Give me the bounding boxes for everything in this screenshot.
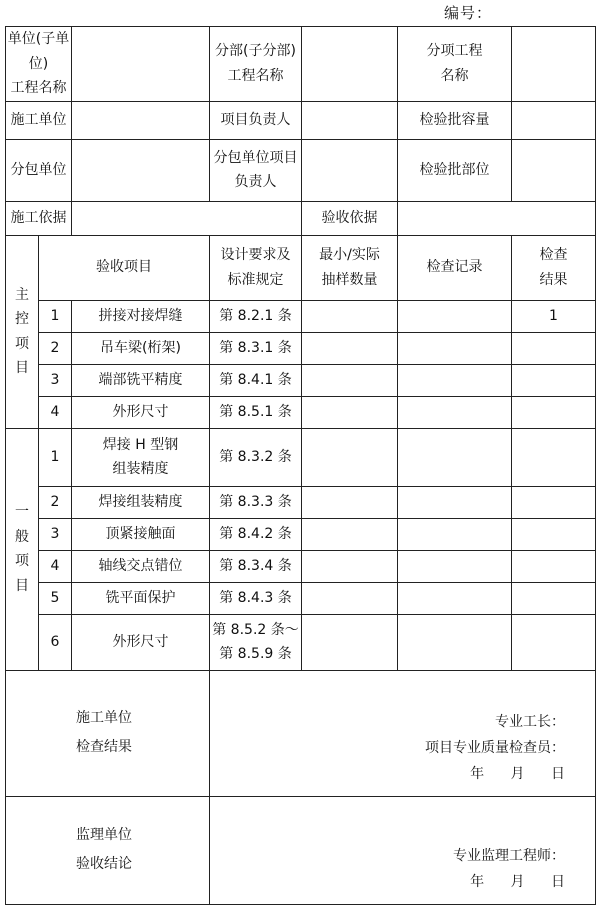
item-number: 4 (39, 550, 72, 582)
table-row (6, 582, 596, 614)
supervision-signature-lines (448, 844, 565, 896)
result-line1: 检查 (539, 247, 568, 263)
construction-basis-value[interactable] (72, 201, 302, 235)
table-row (6, 396, 596, 428)
item-name: 吊车梁(桁架) (72, 332, 210, 364)
item-name: 轴线交点错位 (72, 550, 210, 582)
subcontract-manager-label (210, 139, 302, 201)
general-group-label (6, 428, 39, 670)
batch-location-value[interactable] (512, 139, 596, 201)
item-name: 外形尺寸 (72, 396, 210, 428)
item-clause: 第 8.3.3 条 (210, 486, 302, 518)
sample-cell[interactable] (302, 396, 398, 428)
year-label: 年 (470, 873, 485, 890)
table-row (6, 428, 596, 486)
main-group-char-3: 项 (15, 335, 29, 352)
item-clause-line1: 第 8.5.2 条～ (212, 621, 299, 638)
subitem-name-label (398, 27, 512, 102)
design-req-line2: 标准规定 (227, 271, 284, 288)
item-label-line1: 分项工程 (426, 43, 483, 60)
item-number: 1 (39, 428, 72, 486)
item-number: 5 (39, 582, 72, 614)
design-req-line1: 设计要求及 (220, 247, 291, 263)
sample-cell[interactable] (302, 332, 398, 364)
construction-unit-label: 施工单位 (6, 101, 72, 139)
sample-cell[interactable] (302, 486, 398, 518)
general-group-char-1: 一 (15, 504, 29, 520)
unit-label-line1: 单位(子单位) (7, 31, 70, 72)
sample-quantity-header (302, 235, 398, 300)
batch-capacity-value[interactable] (512, 101, 596, 139)
batch-location-label: 检验批部位 (398, 139, 512, 201)
subcontract-manager-value[interactable] (302, 139, 398, 201)
item-name: 拼接对接焊缝 (72, 300, 210, 332)
supervision-line2: 验收结论 (76, 856, 132, 872)
year-label: 年 (470, 765, 485, 782)
supervision-date-row (448, 870, 565, 896)
sample-cell[interactable] (302, 428, 398, 486)
item-name: 顶紧接触面 (72, 518, 210, 550)
form-number-label: 编号： (444, 4, 493, 22)
supervision-line1: 监理单位 (76, 826, 132, 843)
columns-header-row (6, 235, 596, 300)
subitem-name-value[interactable] (512, 27, 596, 102)
item-name: 端部铣平精度 (72, 364, 210, 396)
subcontract-unit-label: 分包单位 (6, 139, 72, 201)
item-name-line1: 焊接 H 型钢 (102, 436, 179, 453)
item-number: 2 (39, 486, 72, 518)
general-group-char-2: 般 (15, 528, 29, 545)
subcontract-manager-line2: 负责人 (234, 174, 277, 190)
item-clause: 第 8.2.1 条 (210, 300, 302, 332)
day-label: 日 (551, 873, 565, 890)
construction-check-line2: 检查结果 (76, 739, 132, 755)
result-cell[interactable] (512, 364, 596, 396)
item-name: 外形尺寸 (72, 614, 210, 670)
subdivision-name-label (210, 27, 302, 102)
sample-cell[interactable] (302, 518, 398, 550)
table-row (6, 518, 596, 550)
general-group-char-3: 项 (15, 553, 29, 569)
supervision-signature-area[interactable] (210, 796, 596, 904)
item-clause: 第 8.3.1 条 (210, 332, 302, 364)
unit-name-value[interactable] (72, 27, 210, 102)
day-label: 日 (551, 765, 565, 782)
main-control-group-label (6, 235, 39, 428)
item-clause: 第 8.3.2 条 (210, 428, 302, 486)
acceptance-basis-label: 验收依据 (302, 201, 398, 235)
record-cell[interactable] (398, 582, 512, 614)
result-cell[interactable] (512, 396, 596, 428)
sample-cell[interactable] (302, 300, 398, 332)
project-manager-value[interactable] (302, 101, 398, 139)
month-label: 月 (510, 873, 525, 890)
record-cell[interactable] (398, 300, 512, 332)
record-cell[interactable] (398, 614, 512, 670)
item-clause: 第 8.4.3 条 (210, 582, 302, 614)
subcontract-unit-value[interactable] (72, 139, 210, 201)
record-cell[interactable] (398, 428, 512, 486)
item-name: 铣平面保护 (72, 582, 210, 614)
table-row (6, 550, 596, 582)
batch-capacity-label: 检验批容量 (398, 101, 512, 139)
item-name-line2: 组装精度 (112, 461, 169, 477)
construction-date-row (448, 762, 565, 788)
record-cell[interactable] (398, 550, 512, 582)
table-row (6, 332, 596, 364)
item-number: 3 (39, 518, 72, 550)
check-record-header: 检查记录 (398, 235, 512, 300)
table-row (6, 300, 596, 332)
sample-line2: 抽样数量 (321, 271, 378, 288)
record-cell[interactable] (398, 332, 512, 364)
unit-label-line2: 工程名称 (10, 80, 67, 96)
inspection-form-table (5, 26, 596, 905)
record-cell[interactable] (398, 396, 512, 428)
result-cell[interactable] (512, 614, 596, 670)
sample-line1: 最小/实际 (319, 247, 380, 263)
result-cell[interactable] (512, 332, 596, 364)
subcontract-manager-line1: 分包单位项目 (213, 149, 298, 166)
record-cell[interactable] (398, 518, 512, 550)
sample-cell[interactable] (302, 364, 398, 396)
result-cell[interactable]: 1 (512, 300, 596, 332)
construction-check-signature-area[interactable] (210, 670, 596, 796)
foreman-label: 专业工长： (495, 713, 565, 730)
item-number: 6 (39, 614, 72, 670)
item-name (72, 428, 210, 486)
sample-cell[interactable] (302, 614, 398, 670)
item-clause-line2: 第 8.5.9 条 (219, 646, 292, 662)
main-group-char-1: 主 (15, 286, 29, 303)
item-number: 1 (39, 300, 72, 332)
table-row (6, 614, 596, 670)
supervision-label (6, 796, 210, 904)
sample-cell[interactable] (302, 550, 398, 582)
item-number: 2 (39, 332, 72, 364)
item-clause: 第 8.4.2 条 (210, 518, 302, 550)
supervision-row (6, 796, 596, 904)
result-cell[interactable] (512, 428, 596, 486)
item-clause: 第 8.5.1 条 (210, 396, 302, 428)
main-group-char-4: 目 (15, 360, 29, 376)
quality-inspector-label: 项目专业质量检查员： (425, 739, 565, 756)
project-manager-label: 项目负责人 (210, 101, 302, 139)
check-result-header (512, 235, 596, 300)
table-row (6, 364, 596, 396)
construction-check-line1: 施工单位 (76, 709, 132, 726)
general-group-char-4: 目 (15, 577, 29, 594)
result-cell[interactable] (512, 582, 596, 614)
design-requirement-header (210, 235, 302, 300)
item-number: 4 (39, 396, 72, 428)
construction-check-row (6, 670, 596, 796)
item-clause: 第 8.4.1 条 (210, 364, 302, 396)
construction-check-label (6, 670, 210, 796)
main-group-char-2: 控 (15, 311, 29, 327)
sample-cell[interactable] (302, 582, 398, 614)
header-row-3 (6, 139, 596, 201)
item-label-line2: 名称 (440, 67, 469, 84)
item-name: 焊接组装精度 (72, 486, 210, 518)
unit-name-label (6, 27, 72, 102)
result-cell[interactable] (512, 518, 596, 550)
construction-basis-label: 施工依据 (6, 201, 72, 235)
header-row-1 (6, 27, 596, 102)
record-cell[interactable] (398, 486, 512, 518)
acceptance-basis-value[interactable] (398, 201, 596, 235)
sub-label-line2: 工程名称 (227, 67, 284, 84)
result-cell[interactable] (512, 550, 596, 582)
result-line2: 结果 (539, 271, 568, 288)
construction-unit-value[interactable] (72, 101, 210, 139)
acceptance-item-header: 验收项目 (39, 235, 210, 300)
month-label: 月 (510, 765, 525, 782)
header-row-4 (6, 201, 596, 235)
construction-signature-lines (425, 710, 565, 788)
subdivision-name-value[interactable] (302, 27, 398, 102)
item-number: 3 (39, 364, 72, 396)
item-clause: 第 8.3.4 条 (210, 550, 302, 582)
table-row (6, 486, 596, 518)
record-cell[interactable] (398, 364, 512, 396)
supervising-engineer-label: 专业监理工程师： (453, 847, 565, 864)
result-cell[interactable] (512, 486, 596, 518)
header-row-2 (6, 101, 596, 139)
sub-label-line1: 分部(子分部) (215, 43, 296, 60)
item-clause (210, 614, 302, 670)
